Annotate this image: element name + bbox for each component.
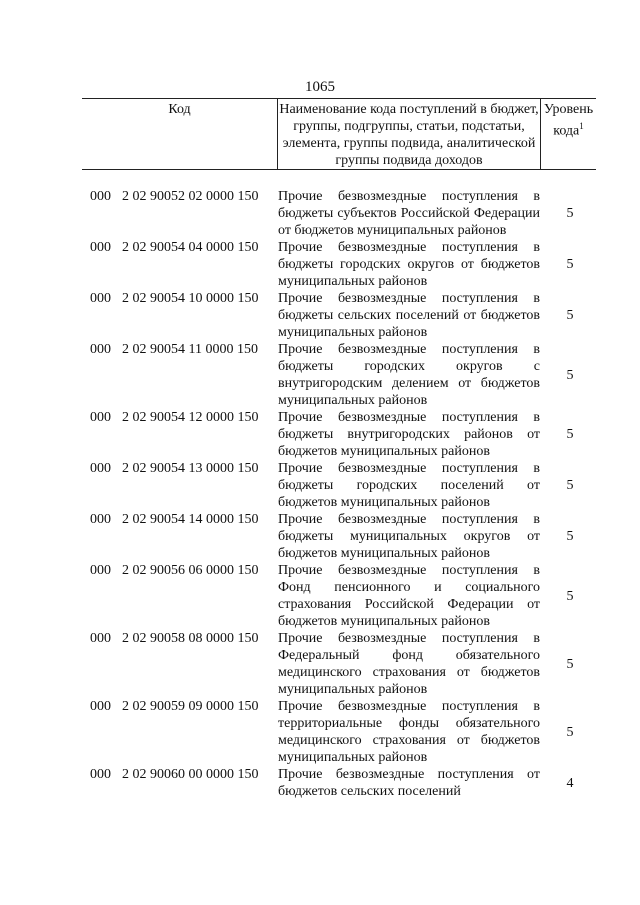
row-name: Прочие безвозмездные поступления в бюджеты городских поселений от бюджетов муниципальных районов xyxy=(278,461,540,510)
row-name: Прочие безвозмездные поступления в бюджеты городских округов от бюджетов муниципальных районов xyxy=(278,240,540,289)
row-level: 5 xyxy=(566,206,574,221)
row-name: Прочие безвозмездные поступления в бюджеты городских округов с внутригородским делением от бюджетов муниципальных районов xyxy=(278,342,540,408)
row-level: 5 xyxy=(566,308,574,323)
row-code: 2 02 90054 04 0000 150 xyxy=(122,240,259,255)
row-level: 5 xyxy=(566,257,574,272)
header-code: Код xyxy=(168,102,191,117)
row-name: Прочие безвозмездные поступления от бюджетов сельских поселений xyxy=(278,767,540,799)
table-row xyxy=(82,239,596,290)
row-prefix: 000 xyxy=(90,631,111,646)
row-level: 5 xyxy=(566,427,574,442)
row-prefix: 000 xyxy=(90,767,111,782)
row-code: 2 02 90054 12 0000 150 xyxy=(122,410,259,425)
row-name: Прочие безвозмездные поступления в Фонд пенсионного и социального страхования Российской Федерации от бюджетов муниципальных районов xyxy=(278,563,540,629)
row-code: 2 02 90052 02 0000 150 xyxy=(122,189,259,204)
table-row xyxy=(82,630,596,698)
table-row xyxy=(82,188,596,239)
row-prefix: 000 xyxy=(90,342,111,357)
row-prefix: 000 xyxy=(90,189,111,204)
row-prefix: 000 xyxy=(90,699,111,714)
row-code: 2 02 90054 13 0000 150 xyxy=(122,461,259,476)
header-level xyxy=(541,101,596,140)
table-row xyxy=(82,766,596,800)
row-level: 5 xyxy=(566,656,574,672)
row-level: 5 xyxy=(566,724,574,740)
table-row xyxy=(82,698,596,766)
row-name: Прочие безвозмездные поступления в бюджеты сельских поселений от бюджетов муниципальных районов xyxy=(278,291,540,340)
row-code: 2 02 90054 10 0000 150 xyxy=(122,291,259,306)
table-row xyxy=(82,290,596,341)
header-level-footnote: 1 xyxy=(579,121,584,131)
header-level-label: Уровень кода xyxy=(543,102,594,139)
header-name: Наименование кода поступлений в бюджет, группы, подгруппы, статьи, подстатьи, элемента, группы подвида, аналитической группы подвида доходов xyxy=(279,102,539,168)
row-name: Прочие безвозмездные поступления в бюджеты внутригородских районов от бюджетов муниципальных районов xyxy=(278,410,540,459)
row-prefix: 000 xyxy=(90,291,111,306)
page-number: 1065 xyxy=(305,79,335,95)
row-prefix: 000 xyxy=(90,512,111,527)
row-name: Прочие безвозмездные поступления в бюджеты муниципальных округов от бюджетов муниципальных районов xyxy=(278,512,540,561)
table-row xyxy=(82,562,596,630)
row-level: 5 xyxy=(566,367,574,383)
row-prefix: 000 xyxy=(90,563,111,578)
row-level: 4 xyxy=(566,775,574,791)
row-level: 5 xyxy=(566,588,574,604)
table-row xyxy=(82,460,596,511)
table-row xyxy=(82,341,596,409)
row-name: Прочие безвозмездные поступления в бюджеты субъектов Российской Федерации от бюджетов муниципальных районов xyxy=(278,189,540,238)
row-prefix: 000 xyxy=(90,461,111,476)
row-code: 2 02 90054 11 0000 150 xyxy=(122,342,258,357)
row-prefix: 000 xyxy=(90,240,111,255)
row-level: 5 xyxy=(566,529,574,544)
row-code: 2 02 90059 09 0000 150 xyxy=(122,699,259,714)
row-name: Прочие безвозмездные поступления в Федеральный фонд обязательного медицинского страхования от бюджетов муниципальных районов xyxy=(278,631,540,697)
row-level: 5 xyxy=(566,478,574,493)
row-code: 2 02 90056 06 0000 150 xyxy=(122,563,259,578)
table-row xyxy=(82,409,596,460)
row-code: 2 02 90060 00 0000 150 xyxy=(122,767,259,782)
row-name: Прочие безвозмездные поступления в территориальные фонды обязательного медицинского страхования от бюджетов муниципальных районов xyxy=(278,699,540,765)
table-row xyxy=(82,511,596,562)
row-prefix: 000 xyxy=(90,410,111,425)
row-code: 2 02 90058 08 0000 150 xyxy=(122,631,259,646)
table-header xyxy=(82,98,596,170)
row-code: 2 02 90054 14 0000 150 xyxy=(122,512,259,527)
table-body xyxy=(82,188,596,800)
